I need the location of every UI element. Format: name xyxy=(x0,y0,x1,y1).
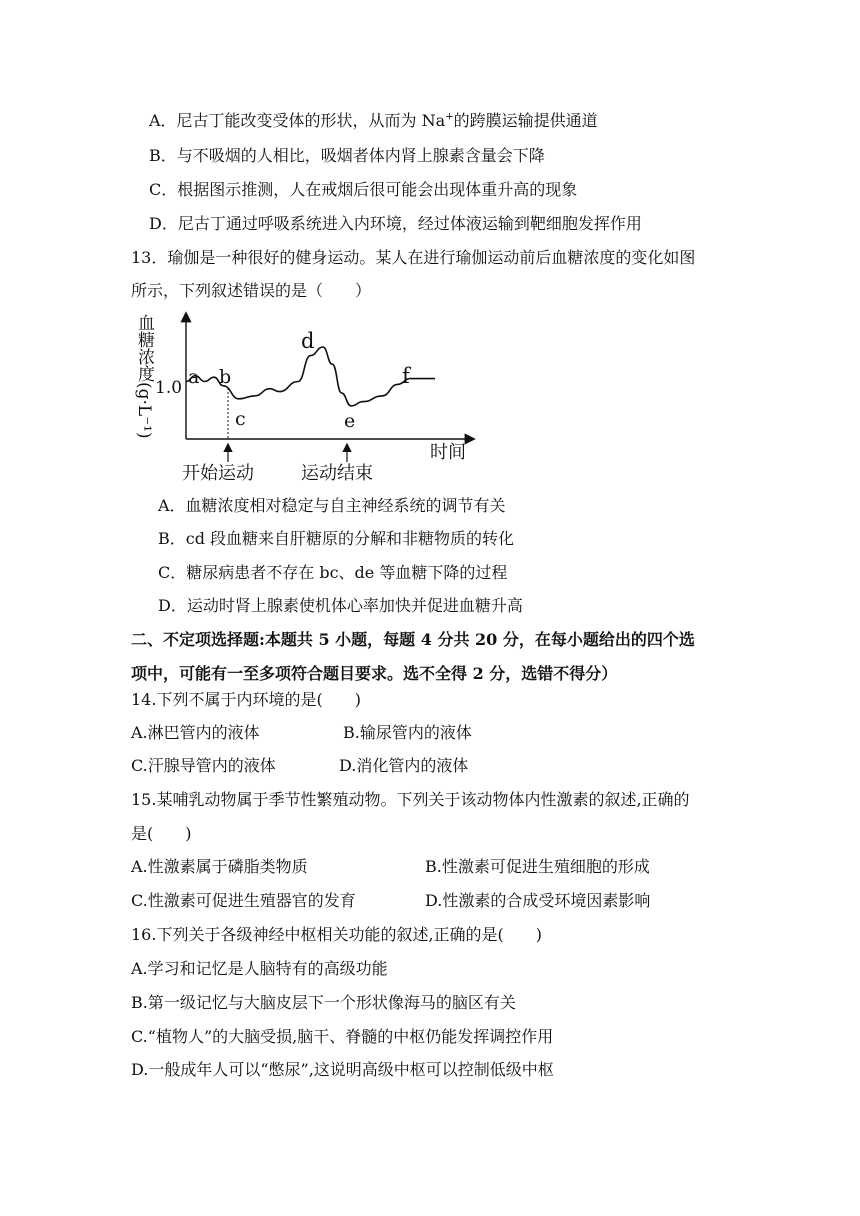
q15-option-d: D.性激素的合成受环境因素影响 xyxy=(425,891,651,910)
q16-stem: 16.下列关于各级神经中枢相关功能的叙述,正确的是( ) xyxy=(131,925,543,944)
q15-option-b: B.性激素可促进生殖细胞的形成 xyxy=(425,857,650,876)
q13-option-a: A．血糖浓度相对稳定与自主神经系统的调节有关 xyxy=(158,496,506,515)
q12-option-a xyxy=(149,111,598,131)
q13-stem-line2: 所示，下列叙述错误的是（ ） xyxy=(131,281,372,300)
q12-option-c: C．根据图示推测，人在戒烟后很可能会出现体重升高的现象 xyxy=(149,180,578,199)
q14-option-c: C.汗腺导管内的液体 xyxy=(131,756,276,775)
section2-heading-line2: 项中，可能有一至多项符合题目要求。选不全得 2 分，选错不得分） xyxy=(131,664,618,683)
q16-option-d: D.一般成年人可以“憋尿”,这说明高级中枢可以控制低级中枢 xyxy=(131,1060,554,1079)
q12-option-d: D．尼古丁通过呼吸系统进入内环境，经过体液运输到靶细胞发挥作用 xyxy=(149,214,642,233)
x-axis-label: 时间 xyxy=(430,442,466,463)
q16-option-b: B.第一级记忆与大脑皮层下一个形状像海马的脑区有关 xyxy=(131,993,516,1012)
q14-option-d: D.消化管内的液体 xyxy=(339,756,469,775)
q12-option-a-text: A．尼古丁能改变受体的形状，从而为 Na xyxy=(149,111,446,130)
point-label-a: a xyxy=(188,366,200,388)
annotation-start: 开始运动 xyxy=(182,463,254,484)
q14-option-b: B.输尿管内的液体 xyxy=(343,723,472,742)
q12-option-a-sup: + xyxy=(445,111,454,123)
y-axis-label: 血糖浓度(g·L⁻¹) xyxy=(134,314,154,439)
q13-option-b: B．cd 段血糖来自肝糖原的分解和非糖物质的转化 xyxy=(158,529,515,548)
section2-heading-line1: 二、不定项选择题:本题共 5 小题，每题 4 分共 20 分，在每小题给出的四个选 xyxy=(131,630,695,649)
point-label-d: d xyxy=(301,329,315,353)
q13-option-d: D．运动时肾上腺素使机体心率加快并促进血糖升高 xyxy=(158,596,523,615)
q13-stem-line1: 13．瑜伽是一种很好的健身运动。某人在进行瑜伽运动前后血糖浓度的变化如图 xyxy=(131,248,696,267)
point-label-c: c xyxy=(235,408,246,430)
q16-option-a: A.学习和记忆是人脑特有的高级功能 xyxy=(131,959,388,978)
blood-glucose-chart xyxy=(130,306,510,492)
y-tick-label: 1.0 xyxy=(155,378,183,398)
point-label-f: f xyxy=(402,364,410,388)
annotation-end: 运动结束 xyxy=(301,463,373,484)
q14-stem: 14.下列不属于内环境的是( ) xyxy=(131,690,361,709)
q14-option-a: A.淋巴管内的液体 xyxy=(131,723,260,742)
q15-stem-line1: 15.某哺乳动物属于季节性繁殖动物。下列关于该动物体内性激素的叙述,正确的 xyxy=(131,790,690,809)
q12-option-b: B．与不吸烟的人相比，吸烟者体内肾上腺素含量会下降 xyxy=(149,146,545,165)
point-label-e: e xyxy=(344,410,356,432)
q12-option-a-text2: 的跨膜运输提供通道 xyxy=(453,111,598,130)
q15-stem-line2: 是( ) xyxy=(131,824,192,843)
q13-option-c: C．糖尿病患者不存在 bc、de 等血糖下降的过程 xyxy=(158,563,508,582)
q16-option-c: C.“植物人”的大脑受损,脑干、脊髓的中枢仍能发挥调控作用 xyxy=(131,1027,554,1046)
point-label-b: b xyxy=(219,366,232,388)
q15-option-c: C.性激素可促进生殖器官的发育 xyxy=(131,891,356,910)
q15-option-a: A.性激素属于磷脂类物质 xyxy=(131,857,308,876)
